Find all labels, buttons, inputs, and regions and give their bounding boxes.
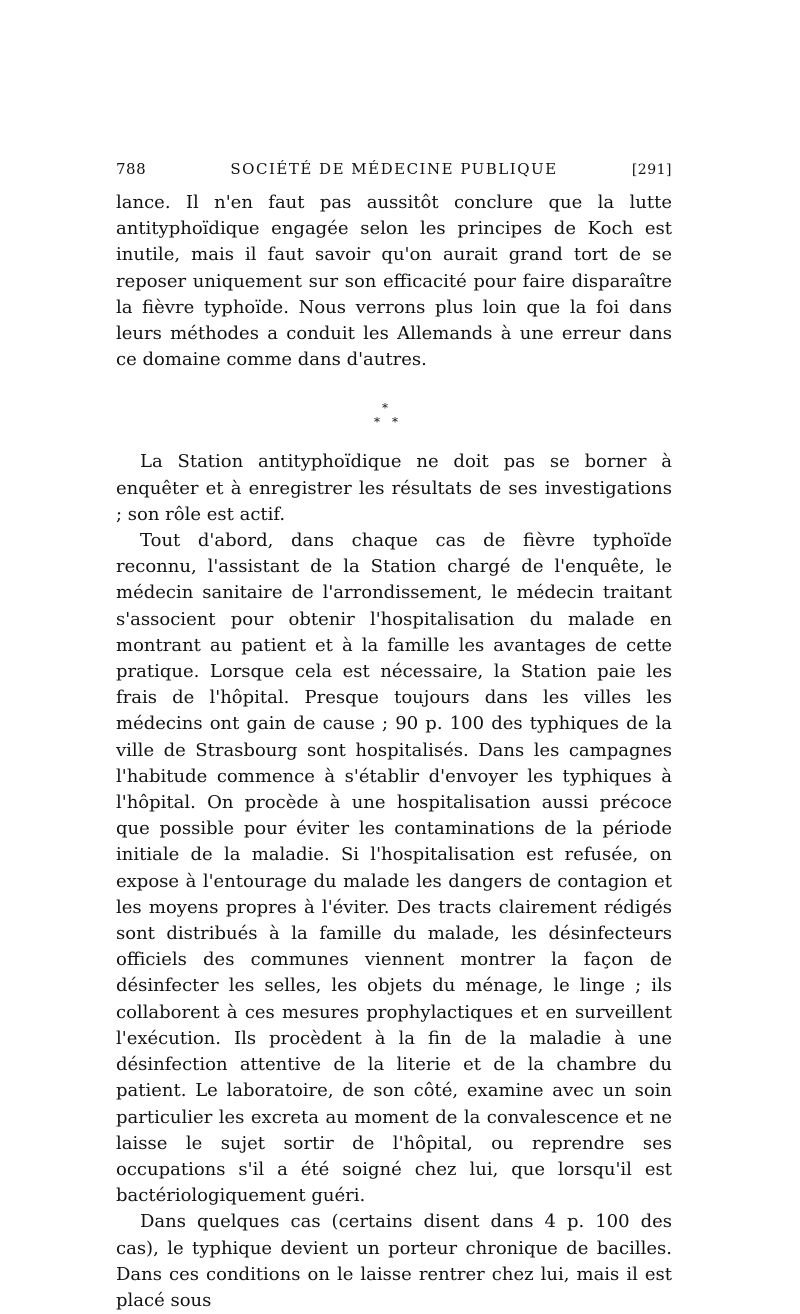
section-separator bbox=[116, 373, 672, 449]
paragraph: La Station antityphoïdique ne doit pas se borner à enquêter et à enregistrer les résultats de ses investigations ; son rôle est actif. bbox=[116, 451, 672, 525]
running-title: SOCIÉTÉ DE MÉDECINE PUBLIQUE bbox=[230, 160, 558, 178]
body-text bbox=[116, 190, 672, 1314]
section-reference: [291] bbox=[631, 162, 672, 178]
separator-star: * bbox=[382, 401, 388, 416]
running-header bbox=[116, 156, 672, 186]
paragraph: Tout d'abord, dans chaque cas de fièvre typhoïde reconnu, l'assistant de la Station chargé de l'enquête, le médecin sanitaire de l'arrondissement, le médecin traitant s'associent pour obtenir l'hospitalisation du malade en montrant au patient et à la famille les avantages de cette pratique. Lorsque cela est nécessaire, la Station paie les frais de l'hôpital. Presque toujours dans les villes les médecins ont gain de cause ; 90 p. 100 des typhiques de la ville de Strasbourg sont hospitalisés. Dans les campagnes l'habitude commence à s'établir d'envoyer les typhiques à l'hôpital. On procède à une hospitalisation aussi précoce que possible pour éviter les contaminations de la période initiale de la maladie. Si l'hospitalisation est refusée, on expose à l'entourage du malade les dangers de contagion et les moyens propres à l'éviter. Des tracts clairement rédigés sont distribués à la famille du malade, les désinfecteurs officiels des communes viennent montrer la façon de désinfecter les selles, les objets du ménage, le linge ; ils collaborent à ces mesures prophylactiques et en surveillent l'exécution. Ils procèdent à la fin de la maladie à une désinfection attentive de la literie et de la chambre du patient. Le laboratoire, de son côté, examine avec un soin particulier les excreta au moment de la convalescence et ne laisse le sujet sortir de l'hôpital, ou reprendre ses occupations s'il a été soigné chez lui, que lorsqu'il est bactériologiquement guéri. bbox=[116, 530, 672, 1207]
page-number: 788 bbox=[116, 160, 147, 178]
separator-star: * bbox=[392, 415, 398, 430]
separator-star: * bbox=[374, 415, 380, 430]
paragraph-continuation: lance. Il n'en faut pas aussitôt conclure que la lutte antityphoïdique engagée selon les principes de Koch est inutile, mais il faut savoir qu'on aurait grand tort de se reposer uniquement sur son efficacité pour faire disparaître la fièvre typhoïde. Nous verrons plus loin que la foi dans leurs méthodes a conduit les Allemands à une erreur dans ce domaine comme dans d'autres. bbox=[116, 192, 672, 371]
paragraph: Dans quelques cas (certains disent dans 4 p. 100 des cas), le typhique devient un porteur chronique de bacilles. Dans ces conditions on le laisse rentrer chez lui, mais il est placé sous bbox=[116, 1211, 672, 1311]
